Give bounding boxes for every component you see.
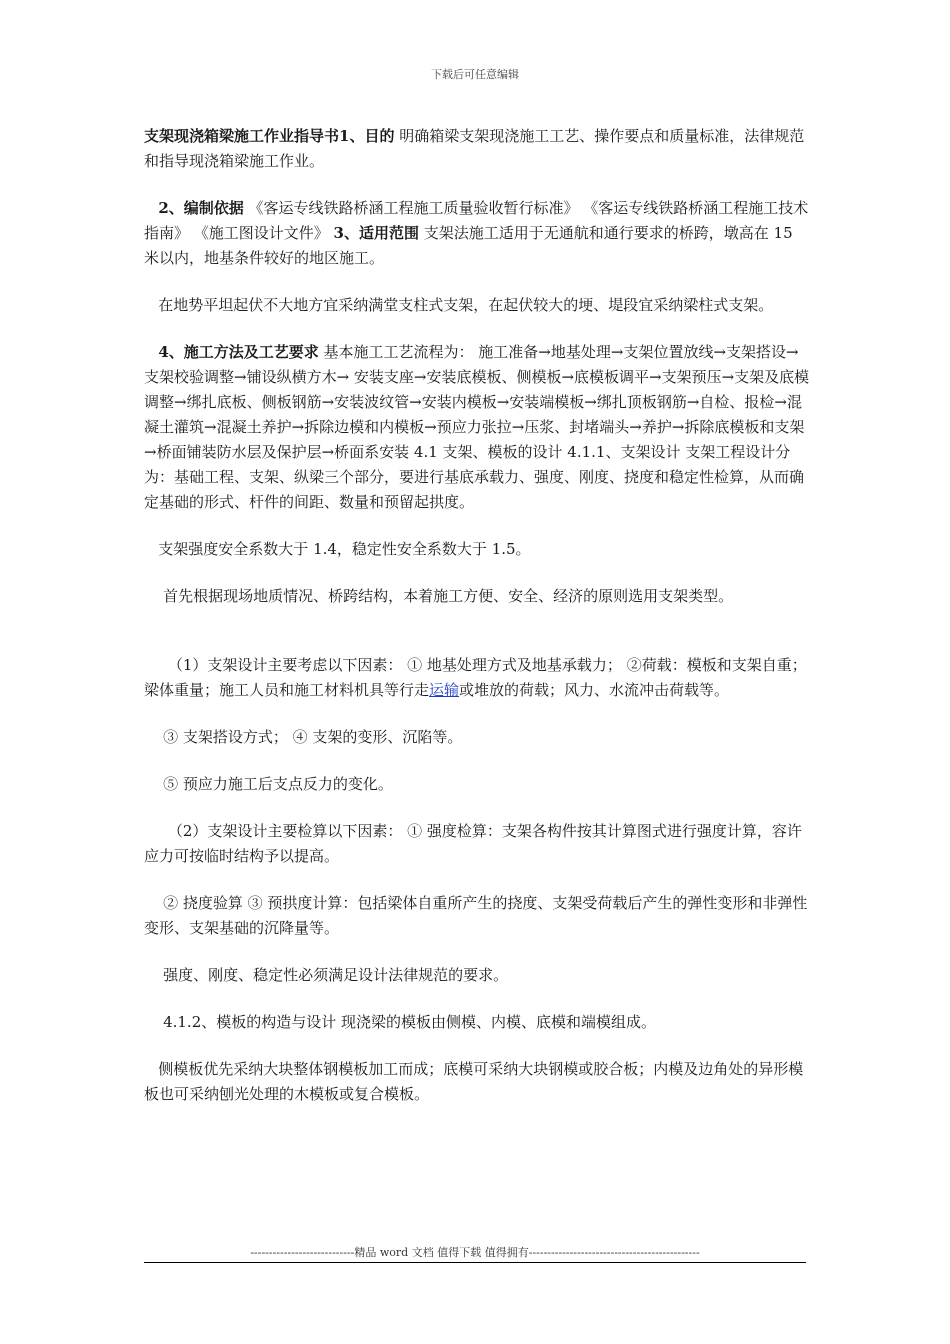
page-footer: ----------------------------精品 word 文档 值得下载 值得拥有----------------------------------------------: [250, 1246, 700, 1259]
paragraph-formwork-materials: 侧模板优先采纳大块整体钢模板加工而成；底模可采纳大块钢模或胶合板；内模及边角处的异形模板也可采纳刨光处理的木模板或复合模板。: [144, 1060, 804, 1103]
section-text-scope: 支架法施工适用于无通航和通行要求的桥跨，墩高在 15 米以内，地基条件较好的地区施工。: [144, 224, 793, 267]
section-heading-scope: 3、适用范围: [333, 224, 419, 242]
paragraph-factors-3-4: ③ 支架搭设方式； ④ 支架的变形、沉陷等。: [144, 728, 463, 746]
paragraph-formwork: 4.1.2、模板的构造与设计 现浇梁的模板由侧模、内模、底模和端模组成。: [144, 1013, 657, 1031]
section-text-purpose: 明确箱梁支架现浇施工工艺、操作要点和质量标准，法律规范和指导现浇箱梁施工作业。: [144, 127, 805, 170]
paragraph-support-type: 首先根据现场地质情况、桥跨结构，本着施工方便、安全、经济的原则选用支架类型。: [144, 587, 734, 605]
footer-divider: [144, 1262, 806, 1263]
indent: [144, 343, 158, 361]
indent: [144, 199, 158, 217]
section-text-basis: 《客运专线铁路桥涵工程施工质量验收暂行标准》 《客运专线铁路桥涵工程施工技术指南》 《施工图设计文件》: [144, 199, 809, 242]
paragraph-safety-factor: 支架强度安全系数大于 1.4，稳定性安全系数大于 1.5。: [144, 540, 531, 558]
page-header: 下载后可任意编辑: [431, 68, 519, 81]
paragraph-checks: （2）支架设计主要检算以下因素： ① 强度检算：支架各构件按其计算图式进行强度计算，容许应力可按临时结构予以提高。: [144, 822, 802, 865]
document-body: [144, 124, 812, 1129]
design-factors-text-end: 或堆放的荷载；风力、水流冲击荷载等。: [459, 681, 730, 699]
transport-link[interactable]: 运输: [429, 681, 460, 699]
paragraph-purpose: [144, 124, 812, 174]
section-heading-basis: 2、编制依据: [158, 199, 244, 217]
document-title: 支架现浇箱梁施工作业指导书: [144, 127, 340, 145]
paragraph-factor-5: ⑤ 预应力施工后支点反力的变化。: [144, 775, 393, 793]
paragraph-design-factors: [144, 653, 812, 703]
paragraph-deflection: ② 挠度验算 ③ 预拱度计算：包括梁体自重所产生的挠度、支架受荷载后产生的弹性变形和非弹性变形、支架基础的沉降量等。: [144, 894, 808, 937]
section-text-method: 基本施工工艺流程为： 施工准备→地基处理→支架位置放线→支架搭设→支架校验调整→铺设纵横方木→ 安装支座→安装底模板、侧模板→底模板调平→支架预压→支架及底模调整→绑扎底板、侧板钢筋→安装波纹管→安装内模板→安装端模板→绑扎顶板钢筋→自检、报检→混凝土灌筑→混凝土养护→拆除边模和内模板→预应力张拉→压浆、封堵端头→养护→拆除底模板和支架→桥面铺装防水层及保护层→桥面系安装 4.1 支架、模板的设计 4.1.1、支架设计 支架工程设计分为：基础工程、支架、纵梁三个部分，要进行基底承载力、强度、刚度、挠度和稳定性检算，从而确定基础的形式、杆件的间距、数量和预留起拱度。: [144, 343, 810, 511]
paragraph-method: [144, 340, 812, 515]
paragraph-support-selection: 在地势平坦起伏不大地方宜采纳满堂支柱式支架，在起伏较大的埂、堤段宜采纳梁柱式支架。: [144, 296, 774, 314]
design-factors-text: （1）支架设计主要考虑以下因素： ① 地基处理方式及地基承载力； ②荷载：模板和支架自重；梁体重量；施工人员和施工材料机具等行走: [144, 656, 807, 699]
paragraph-requirements: 强度、刚度、稳定性必须满足设计法律规范的要求。: [144, 966, 509, 984]
paragraph-basis-scope: [144, 196, 812, 271]
section-heading-method: 4、施工方法及工艺要求: [158, 343, 319, 361]
section-heading-purpose: 1、目的: [339, 127, 395, 145]
